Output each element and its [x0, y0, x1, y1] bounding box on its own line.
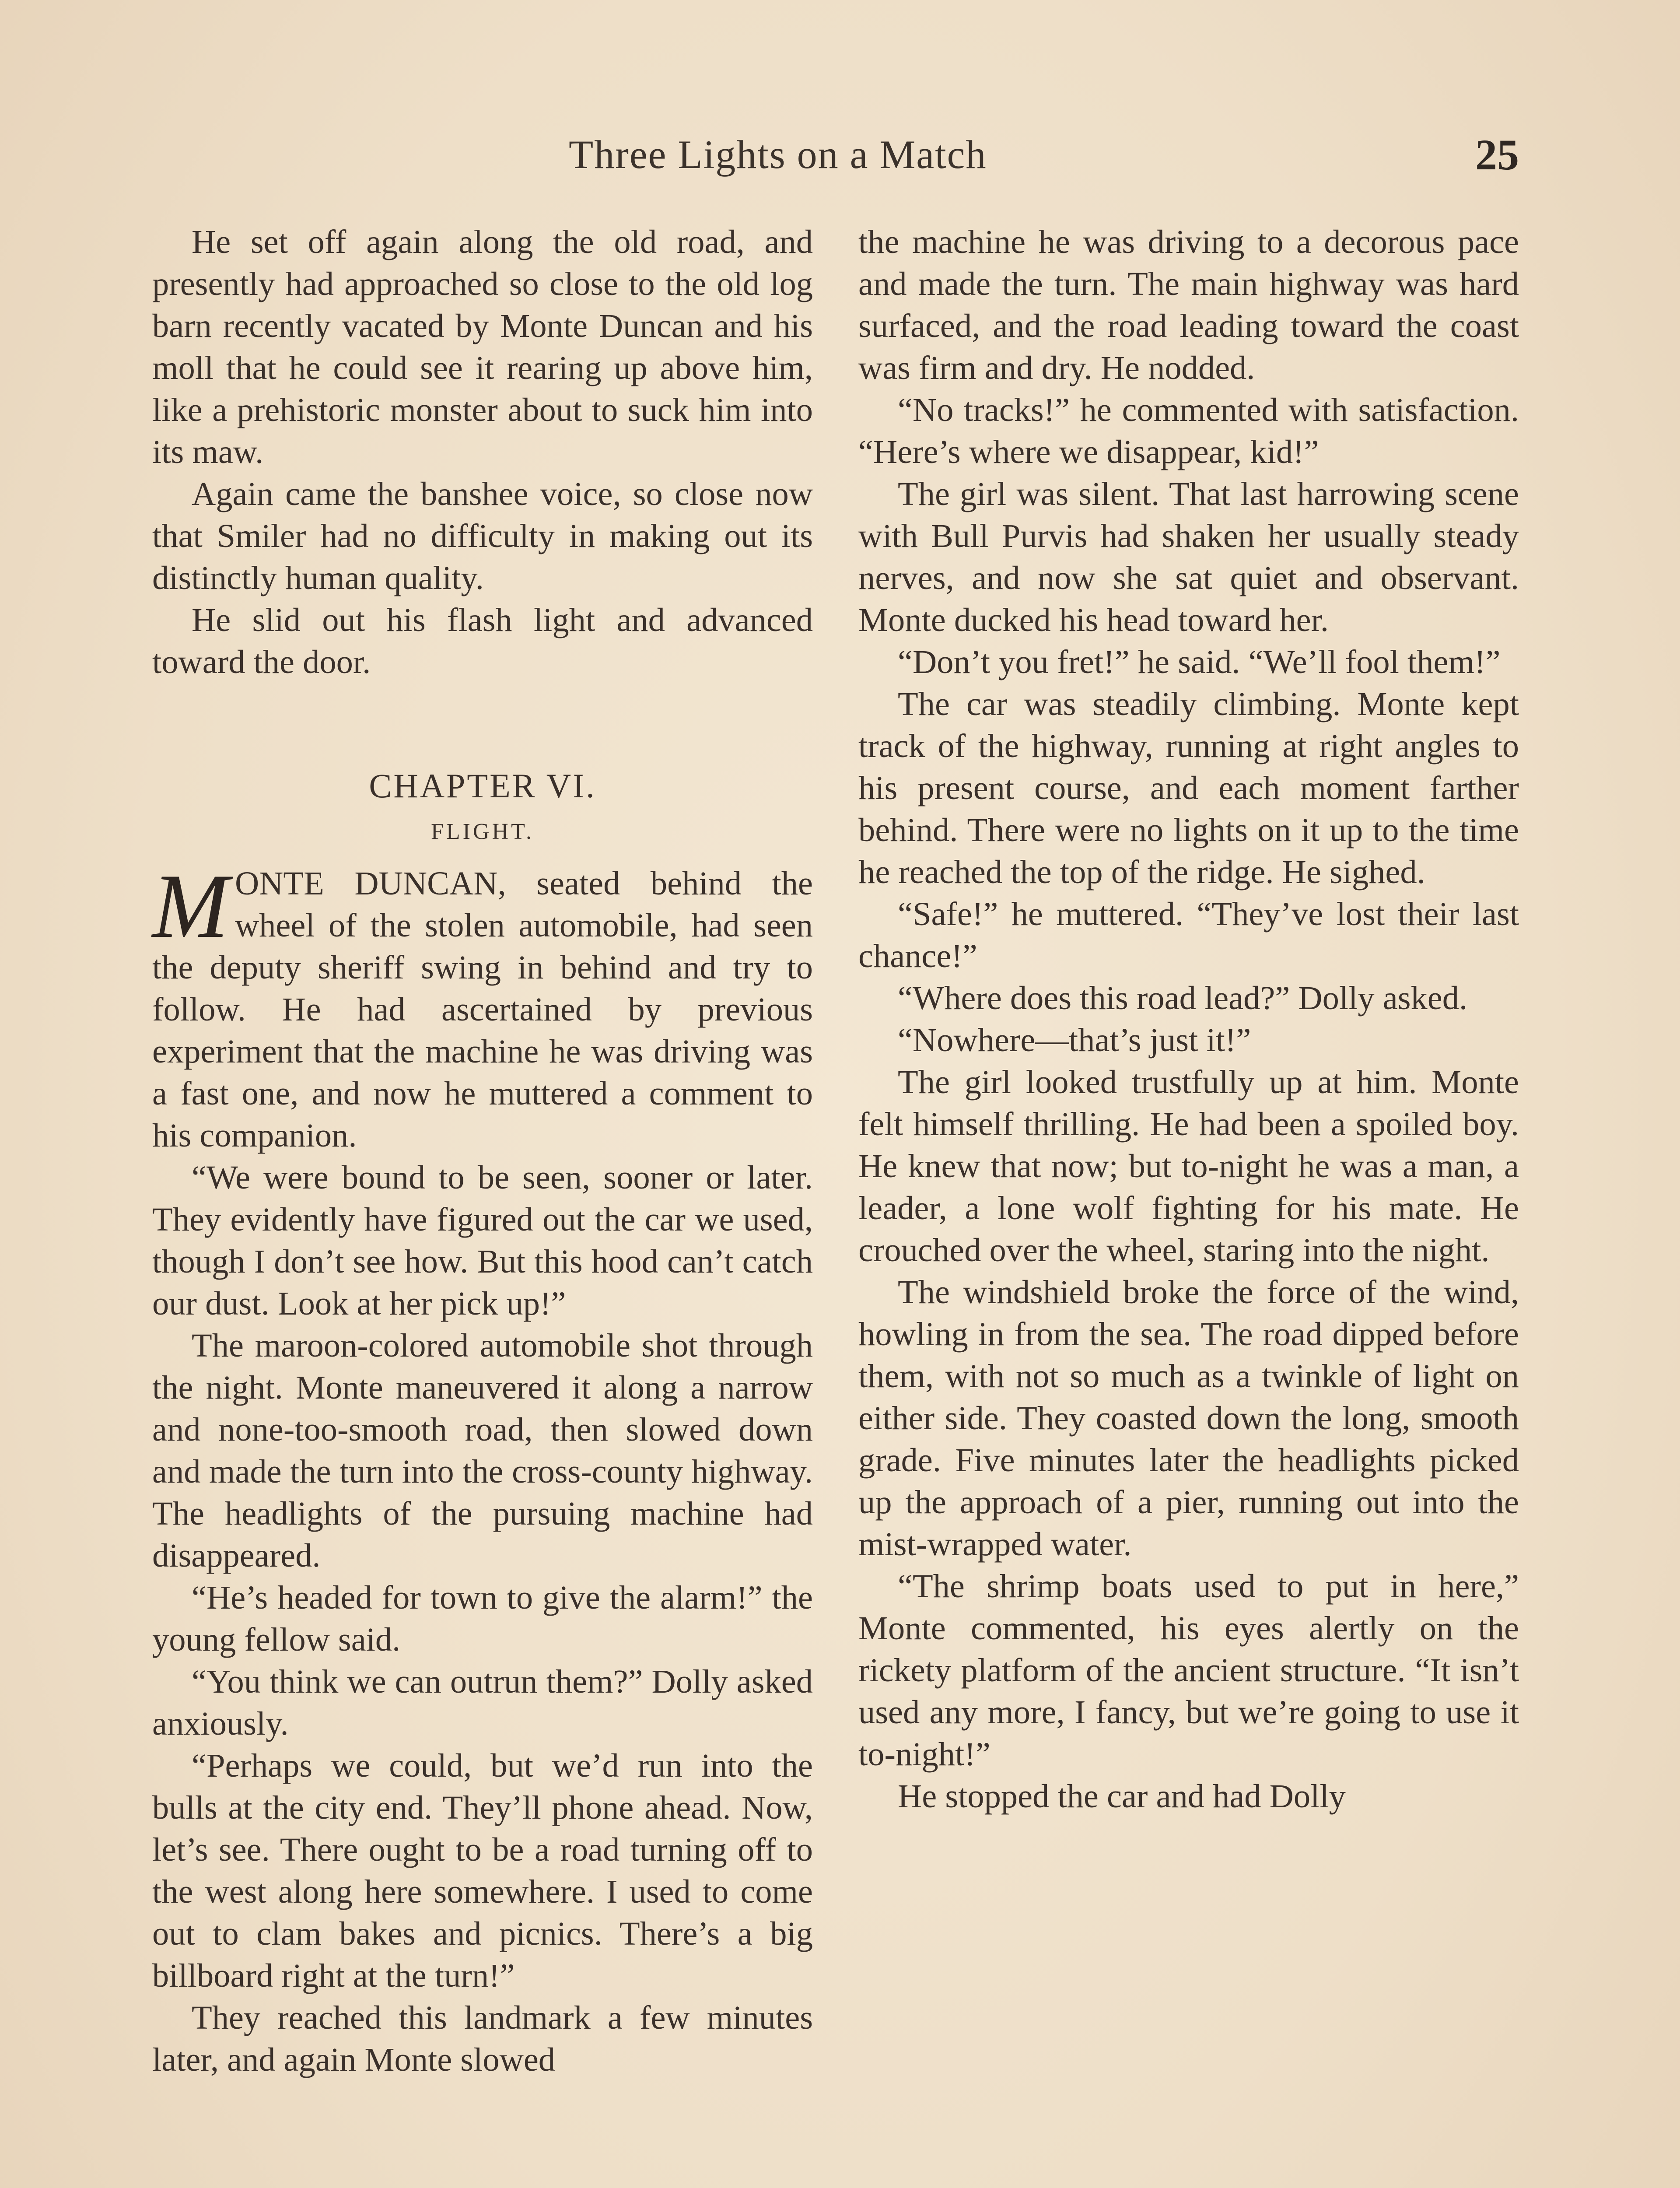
paragraph: “Nowhere—that’s just it!”: [898, 1021, 1251, 1059]
chapter-opening-paragraph: [152, 856, 813, 1157]
paragraph-continuation: the machine he was driving to a decorous pace and made the turn. The main highway was hard surfaced, and the road leading toward the coast was firm and dry. He nodded.: [858, 223, 1519, 386]
paragraph: Again came the banshee voice, so close now that Smiler had no difficulty in making out its distinctly human quality.: [152, 475, 813, 596]
right-column: [858, 221, 1519, 1817]
paragraph: “Where does this road lead?” Dolly asked.: [898, 979, 1468, 1017]
running-title: Three Lights on a Match: [569, 132, 987, 177]
paragraph: He stopped the car and had Dolly: [898, 1778, 1346, 1815]
paragraph: The maroon-colored automobile shot through the night. Monte maneuvered it along a narrow and none-too-smooth road, then slowed down and made the turn into the cross-county highway. The headlights of the pursuing machine had disappeared.: [152, 1327, 813, 1574]
paragraph: “Safe!” he muttered. “They’ve lost their last chance!”: [858, 895, 1519, 975]
paragraph: They reached this landmark a few minutes later, and again Monte slowed: [152, 1999, 813, 2078]
chapter-title: CHAPTER VI.: [369, 767, 596, 805]
section-spacer: [152, 683, 813, 762]
paragraph: “The shrimp boats used to put in here,” Monte commented, his eyes alertly on the rickety platform of the ancient structure. “It isn’t used any more, I fancy, but we’re going to use it to-night!”: [858, 1567, 1519, 1773]
page-number: 25: [1475, 130, 1519, 179]
paragraph: “Don’t you fret!” he said. “We’ll fool them!”: [898, 643, 1501, 680]
paragraph: “Perhaps we could, but we’d run into the bulls at the city end. They’ll phone ahead. Now, let’s see. There ought to be a road turning off to the west along here somewhere. I used to come out to clam bakes and picnics. There’s a big billboard right at the turn!”: [152, 1747, 813, 1994]
paragraph: “He’s headed for town to give the alarm!” the young fellow said.: [152, 1579, 813, 1658]
paragraph: “We were bound to be seen, sooner or later. They evidently have figured out the car we used, though I don’t see how. But this hood can’t catch our dust. Look at her pick up!”: [152, 1159, 813, 1322]
paragraph: “You think we can outrun them?” Dolly asked anxiously.: [152, 1663, 813, 1742]
paragraph: The windshield broke the force of the wind, howling in from the sea. The road dipped before them, with not so much as a twinkle of light on either side. They coasted down the long, smooth grade. Five minutes later the headlights picked up the approach of a pier, running out into the mist-wrapped water.: [858, 1273, 1519, 1563]
paragraph: He set off again along the old road, and presently had approached so close to the old log barn recently vacated by Monte Duncan and his moll that he could see it rearing up above him, like a prehistoric monster about to suck him into its maw.: [152, 223, 813, 470]
drop-cap: M: [152, 856, 229, 957]
left-column: [152, 221, 813, 2081]
paragraph: He slid out his flash light and advanced toward the door.: [152, 601, 813, 680]
paragraph: “No tracks!” he commented with satisfaction. “Here’s where we disappear, kid!”: [858, 391, 1519, 470]
paragraph: The girl looked trustfully up at him. Monte felt himself thrilling. He had been a spoiled boy. He knew that now; but to-night he was a man, a leader, a lone wolf fighting for his mate. He crouched over the wheel, staring into the night.: [858, 1063, 1519, 1269]
opening-paragraph-text: ONTE DUNCAN, seated behind the wheel of the stolen automobile, had seen the deputy sheriff swing in behind and try to follow. He had ascertained by previous experiment that the machine he was driving was a fast one, and now he muttered a comment to his companion.: [152, 865, 813, 1154]
chapter-subtitle: FLIGHT.: [430, 819, 534, 844]
paragraph: The girl was silent. That last harrowing scene with Bull Purvis had shaken her usually steady nerves, and now she sat quiet and observant. Monte ducked his head toward her.: [858, 475, 1519, 638]
paragraph: The car was steadily climbing. Monte kept track of the highway, running at right angles to his present course, and each moment farther behind. There were no lights on it up to the time he reached the top of the ridge. He sighed.: [858, 685, 1519, 891]
